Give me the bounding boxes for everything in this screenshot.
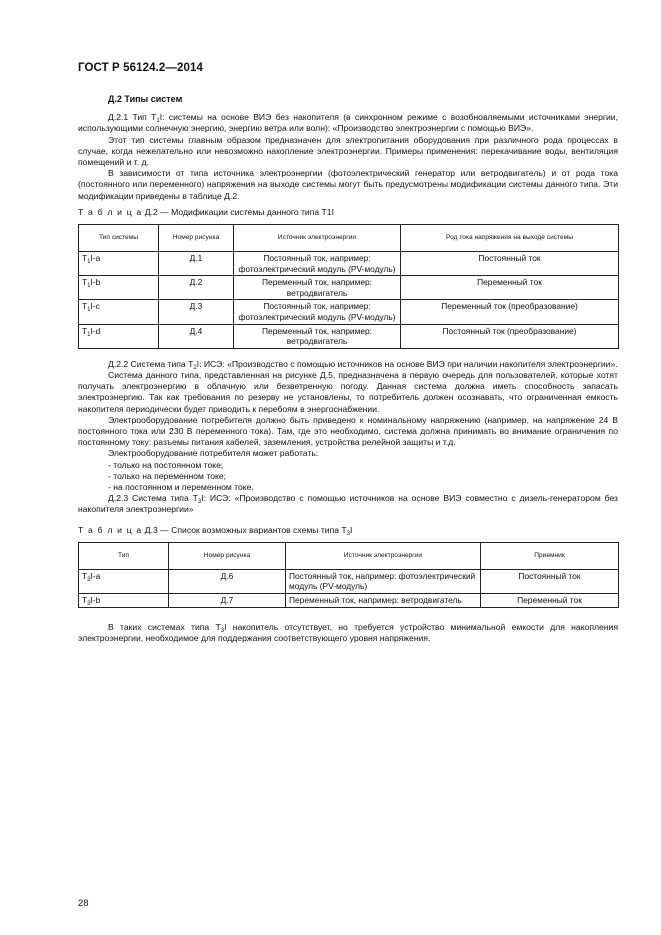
cell-source: Постоянный ток, например: фотоэлектрический модуль (PV-модуль) <box>286 569 481 593</box>
table-header-row <box>79 225 619 252</box>
list-item: - только на переменном токе; <box>108 470 226 481</box>
cell-type: $T_3I-b$ <box>79 594 169 608</box>
table-header-row <box>79 542 619 569</box>
column-header: Род тока напряжения на выходе системы <box>401 225 619 252</box>
document-body <box>78 94 618 644</box>
cell-figure: Д.4 <box>159 324 234 348</box>
cell-figure: Д.6 <box>169 569 286 593</box>
table-row <box>79 276 619 300</box>
paragraph-voltage: Электрооборудование потребителя должно быть приведено к номинальному напряжению (например, на напряжение 24 В постоянного тока или 230 В переменного тока). Там, где это необходимо, система должна принимать во внимание ограничения по постоянному току: разъемы питания кабелей, заземления, устройства релейной защиты и т.д. <box>78 414 618 448</box>
table-row <box>79 324 619 348</box>
cell-output: Переменный ток <box>401 276 619 300</box>
table-row <box>79 252 619 276</box>
column-header: Источник электроэнергии <box>286 542 481 569</box>
list-item: - только на постоянном токе; <box>108 459 224 470</box>
table-row <box>79 594 619 608</box>
cell-source: Постоянный ток, например: фотоэлектрический модуль (PV-модуль) <box>234 252 401 276</box>
paragraph-conclusion: В таких системах типа $T_3I$ накопитель отсутствует, но требуется устройство минимальной емкости для накопления электроэнергии, необходимое для поддержания соответствующего уровня напряжения. <box>78 621 618 643</box>
section-title: Д.2 Типы систем <box>108 94 183 104</box>
table-row <box>79 300 619 324</box>
list-item: - на постоянном и переменном токе. <box>108 482 254 493</box>
cell-type: $T_1I-a$ <box>79 252 159 276</box>
table2-caption: Т а б л и ц а Д.3 — Список возможных вариантов схемы типа $T_3I$ <box>78 524 353 537</box>
cell-output: Постоянный ток <box>401 252 619 276</box>
paragraph-modes-intro: Электрооборудование потребителя может работать: <box>108 448 319 459</box>
cell-source: Постоянный ток, например: фотоэлектрический модуль (PV-модуль) <box>234 300 401 324</box>
paragraph-modifications: В зависимости от типа источника электроэнергии (фотоэлектрический генератор или ветродвигатель) и от рода тока (постоянного или переменного) напряжения на выходе системы могут быть предусмотрены модификации системы данного типа. Эти модификации приведены в таблице Д.2. <box>78 168 618 201</box>
cell-output: Постоянный ток (преобразование) <box>401 324 619 348</box>
paragraph-system-purpose: Система данного типа, представленная на рисунке Д.5, предназначена в первую очередь для пользователей, которые хотят получать электроэнергию в облачную или безветренную погоду. Данная система должна иметь способность запасать электроэнергию. Так как требования по резерву не установлены, то потребитель должен осознавать, что ограниченная емкость накопителя периодически будет приводить к перебоям в энергоснабжении. <box>78 369 618 414</box>
table1-caption: Т а б л и ц а Д.2 — Модификации системы данного типа T1I <box>78 206 334 217</box>
paragraph-d22: Д.2.2 Система типа $T_2I$: ИСЭ: «Производство с помощью источников на основе ВИЭ при наличии накопителя электроэнергии». <box>108 358 618 371</box>
paragraph-purpose: Этот тип системы главным образом предназначен для электропитания оборудования при различного рода процессах в случае, когда нежелательно или невозможно накопление электроэнергии. Примеры применения: перекачивание воды, вентиляция помещений и т. д. <box>78 134 618 168</box>
column-header: Источник электроэнергии <box>234 225 401 252</box>
column-header: Тип <box>79 542 169 569</box>
cell-type: $T_1I-d$ <box>79 324 159 348</box>
paragraph-d21: Д.2.1 Тип $T_1I$: системы на основе ВИЭ без накопителя (в синхронном режиме с возобновляемыми источниками энергии, использующими солнечную энергию, энергию ветра или волн): «Производство электроэнергии с помощью ВИЭ». <box>78 112 618 134</box>
table-variants <box>78 542 619 608</box>
cell-figure: Д.1 <box>159 252 234 276</box>
column-header: Номер рисунка <box>159 225 234 252</box>
cell-figure: Д.3 <box>159 300 234 324</box>
document-header: ГОСТ Р 56124.2—2014 <box>78 62 203 74</box>
cell-type: $T_1I-c$ <box>79 300 159 324</box>
cell-receiver: Переменный ток <box>481 594 619 608</box>
cell-source: Переменный ток, например: ветродвигатель <box>234 324 401 348</box>
table-modifications <box>78 224 619 349</box>
paragraph-d23: Д.2.3 Система типа $T_3I$: ИСЭ: «Производство с помощью источников на основе ВИЭ совместно с дизель-генератором без накопителя электроэнергии» <box>78 493 618 515</box>
cell-type: $T_1I-b$ <box>79 276 159 300</box>
cell-source: Переменный ток, например: ветродвигатель <box>286 594 481 608</box>
cell-receiver: Постоянный ток <box>481 569 619 593</box>
column-header: Номер рисунка <box>169 542 286 569</box>
column-header: Приемник <box>481 542 619 569</box>
cell-output: Переменный ток (преобразование) <box>401 300 619 324</box>
table-row <box>79 569 619 593</box>
page-number: 28 <box>78 898 89 909</box>
cell-type: $T_3I-a$ <box>79 569 169 593</box>
cell-figure: Д.2 <box>159 276 234 300</box>
column-header: Тип системы <box>79 225 159 252</box>
cell-figure: Д.7 <box>169 594 286 608</box>
cell-source: Переменный ток, например: ветродвигатель <box>234 276 401 300</box>
